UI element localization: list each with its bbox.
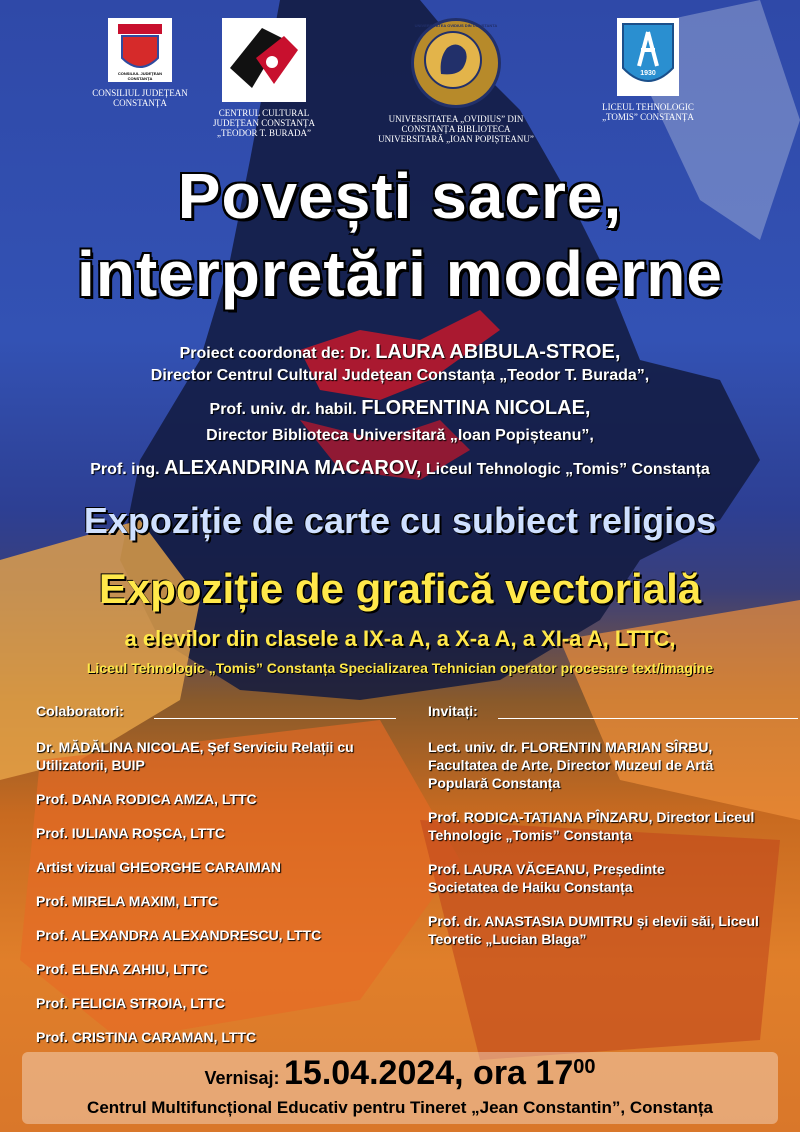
graphics-exhibition-title: Expoziție de grafică vectorială	[98, 565, 702, 612]
coordinator-line-2: Director Centrul Cultural Județean Constanța „Teodor T. Burada”,	[150, 367, 650, 384]
collaborator-item: Prof. ELENA ZAHIU, LTTC	[36, 961, 208, 977]
coordinator-line-3	[0, 396, 800, 422]
logo-caption: UNIVERSITATEA „OVIDIUS” DIN CONSTANȚA BIBLIOTECA UNIVERSITARĂ „IOAN POPIȘTEANU”	[378, 114, 534, 144]
logo-universitatea-ovidius	[356, 18, 556, 144]
collaborator-item: Dr. MĂDĂLINA NICOLAE, Șef Serviciu Relații cu Utilizatorii, BUIP	[36, 739, 354, 773]
theatre-masks-icon	[222, 18, 306, 102]
coordinator-name: FLORENTINA NICOLAE,	[361, 397, 591, 419]
coordinator-prefix: Prof. ing.	[90, 461, 165, 478]
university-seal-icon	[411, 18, 501, 108]
vernissage-date: 15.04.2024, ora 17	[284, 1054, 574, 1092]
logo-caption: LICEUL TEHNOLOGIC „TOMIS” CONSTANȚA	[602, 102, 694, 122]
guest-item: Prof. RODICA-TATIANA PÎNZARU, Director Liceul Tehnologic „Tomis” Constanța	[428, 809, 755, 843]
collaborator-item: Prof. MIRELA MAXIM, LTTC	[36, 893, 218, 909]
university-seal-text: UNIVERSITATEA OVIDIUS DIN CONSTANTA	[414, 23, 498, 28]
logo-centrul-cultural	[164, 18, 364, 138]
book-exhibition-title: Expoziție de carte cu subiect religios	[83, 500, 717, 541]
collaborator-item: Prof. CRISTINA CARAMAN, LTTC	[36, 1029, 257, 1045]
guest-item: Prof. dr. ANASTASIA DUMITRU și elevii săi, Liceul Teoretic „Lucian Blaga”	[428, 913, 759, 947]
guest-item: Prof. LAURA VĂCEANU, Președinte Societatea de Haiku Constanța	[428, 861, 665, 895]
vernissage-minutes: 00	[573, 1056, 596, 1078]
coordinator-name: ALEXANDRINA MACAROV,	[164, 457, 422, 479]
school-specialization: Liceul Tehnologic „Tomis” Constanța Specializarea Tehnician operator procesare text/imagine	[86, 660, 714, 676]
logo-row	[0, 18, 800, 148]
collaborators-heading	[36, 702, 396, 724]
county-crest-text: CONSILIUL JUDEȚEAN CONSTANȚA	[117, 71, 163, 81]
coordinator-affiliation: Liceul Tehnologic „Tomis” Constanța	[421, 461, 710, 478]
collaborator-item: Prof. IULIANA ROȘCA, LTTC	[36, 825, 225, 841]
coordinator-prefix: Proiect coordonat de: Dr.	[179, 345, 376, 362]
collaborator-item: Prof. ALEXANDRA ALEXANDRESCU, LTTC	[36, 927, 322, 943]
school-crest-icon	[617, 18, 679, 96]
heading-underline	[498, 718, 798, 719]
guests-column	[428, 702, 788, 964]
coordinator-line-4: Director Biblioteca Universitară „Ioan Popișteanu”,	[206, 427, 594, 444]
collaborators-column	[36, 702, 396, 1062]
coordinator-line-1	[0, 340, 800, 366]
guests-heading	[428, 702, 788, 724]
students-classes: a elevilor din clasele a IX-a A, a X-a A, a XI-a A, LTTC,	[124, 626, 676, 651]
title-line-1: Povești sacre,	[177, 160, 623, 232]
guests-heading-text: Invitați:	[428, 703, 478, 719]
county-crest-icon	[108, 18, 172, 82]
logo-caption: CENTRUL CULTURAL JUDEȚEAN CONSTANȚA „TEODOR T. BURADA”	[212, 108, 316, 138]
logo-liceul-tomis	[548, 18, 748, 122]
vernissage-label: Vernisaj:	[204, 1068, 280, 1088]
collaborators-heading-text: Colaboratori:	[36, 703, 124, 719]
school-crest-year: 1930	[640, 70, 656, 77]
collaborator-item: Prof. FELICIA STROIA, LTTC	[36, 995, 225, 1011]
heading-underline	[154, 718, 396, 719]
guest-item: Lect. univ. dr. FLORENTIN MARIAN SÎRBU, Facultatea de Arte, Director Muzeul de Artă Populară Constanța	[428, 739, 714, 791]
collaborator-item: Prof. DANA RODICA AMZA, LTTC	[36, 791, 257, 807]
title-line-2: interpretări moderne	[77, 238, 723, 310]
collaborator-item: Artist vizual GHEORGHE CARAIMAN	[36, 859, 282, 875]
coordinator-name: LAURA ABIBULA-STROE,	[375, 341, 621, 363]
vernissage-venue: Centrul Multifuncțional Educativ pentru Tineret „Jean Constantin”, Constanța	[87, 1098, 713, 1117]
logo-caption: CONSILIUL JUDEȚEAN CONSTANȚA	[92, 88, 188, 108]
vernissage-line	[0, 1054, 800, 1093]
coordinator-prefix: Prof. univ. dr. habil.	[209, 401, 362, 418]
coordinator-line-5	[0, 456, 800, 482]
